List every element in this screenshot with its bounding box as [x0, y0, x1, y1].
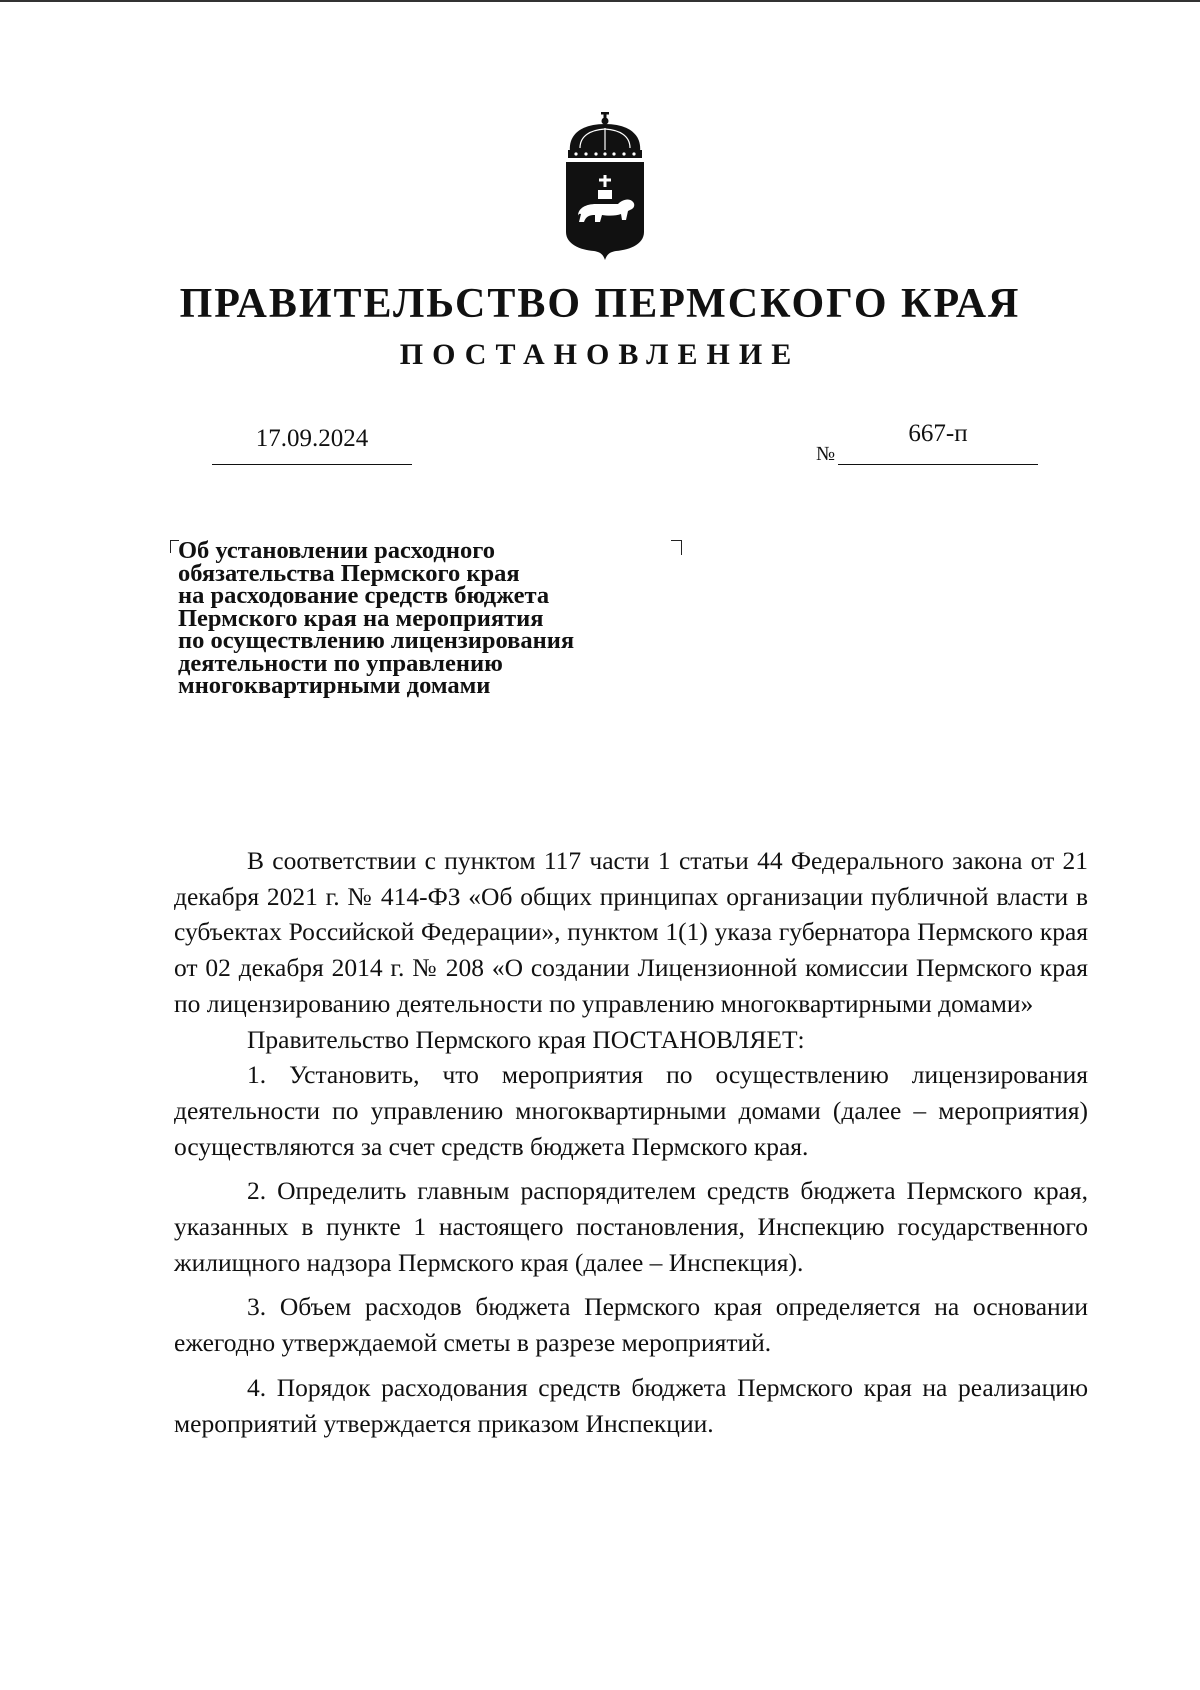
item-2-paragraph: 2. Определить главным распорядителем средств бюджета Пермского края, указанных в пункте 1 настоящего постановления, Инспекцию государственного жилищного надзора Пермского края (далее – Инспекция).: [174, 1176, 1088, 1277]
subject-line: Об установлении расходного: [178, 537, 495, 564]
document-type-title: ПОСТАНОВЛЕНИЕ: [399, 338, 801, 371]
subject-line: деятельности по управлению: [178, 649, 503, 677]
number-underline: [838, 464, 1038, 465]
scan-top-edge: [0, 0, 1200, 2]
date-underline: [212, 464, 412, 465]
preamble-paragraph: В соответствии с пунктом 117 части 1 статьи 44 Федерального закона от 21 декабря 2021 г. № 414-ФЗ «Об общих принципах организации публичной власти в субъектах Российской Федерации», пунктом 1(1) указа губернатора Пермского края от 02 декабря 2014 г. № 208 «О создании Лицензионной комиссии Пермского края по лицензированию деятельности по управлению многоквартирными домами»: [174, 846, 1088, 1018]
item-3-paragraph: 3. Объем расходов бюджета Пермского края определяется на основании ежегодно утверждаемой сметы в разрезе мероприятий.: [174, 1292, 1088, 1358]
document-date: 17.09.2024: [255, 425, 369, 452]
subject-line: на расходование средств бюджета: [178, 582, 550, 609]
subject-line: обязательства Пермского края: [178, 559, 520, 587]
resolves-paragraph: Правительство Пермского края ПОСТАНОВЛЯЕТ:: [247, 1024, 805, 1054]
item-1-paragraph: 1. Установить, что мероприятия по осуществлению лицензирования деятельности по управлению многоквартирными домами (далее – мероприятия) осуществляются за счет средств бюджета Пермского края.: [174, 1060, 1088, 1161]
organization-title: ПРАВИТЕЛЬСТВО ПЕРМСКОГО КРАЯ: [179, 281, 1021, 327]
document-subject: [178, 537, 698, 699]
subject-line: Пермского края на мероприятия: [178, 604, 544, 632]
subject-line: многоквартирными домами: [178, 672, 491, 699]
subject-line: по осуществлению лицензирования: [178, 627, 575, 654]
coat-of-arms-icon: [560, 112, 650, 262]
number-sign: №: [816, 443, 836, 465]
crown-icon: [568, 112, 642, 158]
document-body: [174, 843, 1088, 1441]
document-number: 667-п: [908, 420, 968, 447]
item-4-paragraph: 4. Порядок расходования средств бюджета Пермского края на реализацию мероприятий утверждается приказом Инспекции.: [174, 1372, 1088, 1438]
